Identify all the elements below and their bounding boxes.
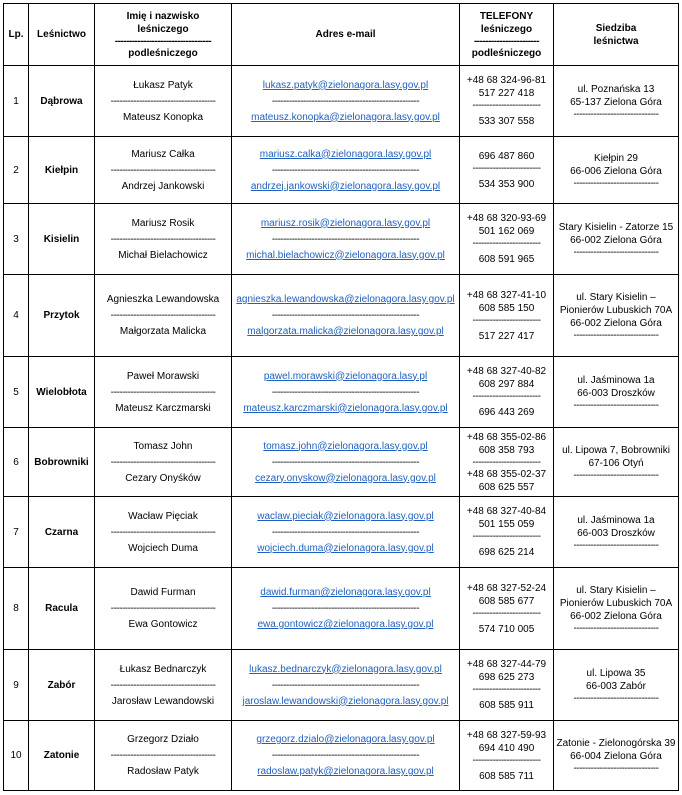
- cell-emails: [232, 428, 460, 497]
- assistant-forester-name: Małgorzata Malicka: [119, 326, 207, 337]
- header-email: Adres e-mail: [232, 4, 460, 66]
- seat-divider: ------------------------------: [573, 622, 659, 634]
- table-row: [4, 204, 679, 275]
- header-phones-divider: -----------------------: [473, 35, 540, 47]
- assistant-email-link[interactable]: jaroslaw.lewandowski@zielonagora.lasy.gov.pl: [242, 695, 449, 707]
- phone-forester-1: +48 68 327-59-93: [466, 729, 547, 741]
- cell-lp: 5: [4, 357, 29, 428]
- phone-assistant-1: 533 307 558: [478, 116, 535, 127]
- header-names-line3: podleśniczego: [128, 47, 198, 59]
- cell-emails: [232, 204, 460, 275]
- assistant-email-link[interactable]: ewa.gontowicz@zielonagora.lasy.gov.pl: [257, 619, 434, 630]
- names-divider: -------------------------------------: [110, 386, 216, 398]
- seat-line-2: 65-137 Zielona Góra: [570, 96, 662, 108]
- phone-divider: ------------------------: [472, 391, 541, 402]
- cell-names: [95, 428, 232, 497]
- seat-divider: ------------------------------: [573, 177, 659, 189]
- table-row: [4, 650, 679, 721]
- table-row: [4, 137, 679, 204]
- seat-line-2: 67-106 Otyń: [588, 457, 644, 469]
- cell-seat: [554, 650, 679, 721]
- cell-lp: 10: [4, 721, 29, 791]
- cell-phones: [460, 275, 554, 357]
- phone-forester-1: +48 68 327-52-24: [466, 582, 547, 594]
- table-row: [4, 721, 679, 791]
- seat-divider: ------------------------------: [573, 692, 659, 704]
- forester-email-link[interactable]: mariusz.rosik@zielonagora.lasy.gov.pl: [260, 217, 431, 229]
- phone-divider: ------------------------: [472, 684, 541, 695]
- cell-lp: 9: [4, 650, 29, 721]
- assistant-forester-name: Michał Bielachowicz: [118, 249, 208, 261]
- seat-line-1: ul. Poznańska 13: [577, 83, 655, 95]
- phone-forester-1: 696 487 860: [478, 150, 535, 162]
- cell-emails: [232, 275, 460, 357]
- cell-emails: [232, 650, 460, 721]
- assistant-forester-name: Radosław Patyk: [127, 766, 199, 777]
- seat-divider: ------------------------------: [573, 329, 659, 341]
- cell-seat: [554, 428, 679, 497]
- phone-divider: ------------------------: [472, 607, 541, 619]
- names-divider: -------------------------------------: [110, 750, 216, 761]
- phone-assistant-1: +48 68 355-02-37: [466, 468, 547, 480]
- phone-assistant-1: 698 625 214: [478, 547, 535, 558]
- names-divider: -------------------------------------: [110, 526, 216, 538]
- emails-divider: ----------------------------------------------------: [271, 603, 420, 614]
- forester-email-link[interactable]: lukasz.patyk@zielonagora.lasy.gov.pl: [262, 79, 429, 91]
- phone-forester-1: +48 68 327-40-84: [466, 506, 547, 517]
- seat-line-2: 66-003 Droszków: [577, 387, 655, 399]
- table-row: [4, 357, 679, 428]
- header-phones-line2: leśniczego: [480, 23, 533, 35]
- table-header-row: [4, 4, 679, 66]
- forester-name: Grzegorz Działo: [127, 734, 199, 745]
- header-seat: [554, 4, 679, 66]
- phone-forester-1: +48 68 327-41-10: [466, 289, 547, 301]
- assistant-email-link[interactable]: wojciech.duma@zielonagora.lasy.gov.pl: [257, 542, 434, 554]
- phone-forester-1: +48 68 355-02-86: [466, 431, 547, 443]
- seat-divider: ------------------------------: [573, 763, 659, 774]
- forester-name: Dawid Furman: [130, 587, 196, 598]
- phone-assistant-1: 696 443 269: [478, 407, 535, 418]
- assistant-forester-name: Ewa Gontowicz: [128, 619, 198, 630]
- header-phones: [460, 4, 554, 66]
- cell-seat: [554, 137, 679, 204]
- phone-assistant-1: 608 585 911: [479, 700, 534, 711]
- forester-name: Łukasz Patyk: [133, 79, 193, 91]
- phone-forester-2: 501 162 069: [478, 226, 535, 237]
- cell-seat: [554, 497, 679, 568]
- seat-divider: ------------------------------: [573, 108, 659, 120]
- header-names-line1: Imię i nazwisko: [126, 10, 200, 22]
- cell-lp: 3: [4, 204, 29, 275]
- table-row: [4, 568, 679, 650]
- phone-divider: ------------------------: [472, 531, 541, 542]
- emails-divider: ----------------------------------------------------: [271, 386, 420, 398]
- seat-line-2: Pionierów Lubuskich 70A: [559, 597, 673, 609]
- forester-name: Mariusz Rosik: [131, 217, 195, 229]
- phone-divider: ------------------------: [472, 238, 541, 249]
- forester-email-link[interactable]: agnieszka.lewandowska@zielonagora.lasy.gov.pl: [236, 294, 455, 305]
- names-divider: -------------------------------------: [110, 164, 216, 176]
- assistant-email-link[interactable]: michal.bielachowicz@zielonagora.lasy.gov.pl: [246, 249, 445, 261]
- cell-lesnictwo: Zatonie: [29, 721, 95, 791]
- seat-line-3: 66-002 Zielona Góra: [570, 317, 662, 329]
- phone-forester-1: +48 68 327-44-79: [466, 659, 547, 670]
- phone-forester-2: 517 227 418: [478, 88, 535, 99]
- forester-name: Paweł Morawski: [126, 370, 200, 382]
- assistant-forester-name: Cezary Onyśków: [125, 472, 201, 484]
- assistant-forester-name: Andrzej Jankowski: [121, 180, 205, 192]
- cell-phones: [460, 357, 554, 428]
- names-divider: -------------------------------------: [110, 603, 216, 614]
- seat-line-1: ul. Stary Kisielin –: [576, 291, 656, 303]
- phone-assistant-2: 608 625 557: [478, 481, 535, 493]
- emails-divider: ----------------------------------------------------: [271, 456, 420, 468]
- phone-forester-1: +48 68 324-96-81: [466, 75, 547, 86]
- phone-divider: ------------------------: [472, 100, 541, 111]
- table-row: [4, 428, 679, 497]
- phone-assistant-1: 574 710 005: [478, 623, 535, 635]
- assistant-email-link[interactable]: cezary.onyskow@zielonagora.lasy.gov.pl: [255, 472, 436, 484]
- phone-assistant-1: 517 227 417: [478, 330, 535, 342]
- cell-lesnictwo: Przytok: [29, 275, 95, 357]
- cell-phones: [460, 137, 554, 204]
- header-names-divider: ----------------------------------: [114, 35, 212, 47]
- cell-emails: [232, 357, 460, 428]
- cell-lp: 8: [4, 568, 29, 650]
- forester-email-link[interactable]: grzegorz.dzialo@zielonagora.lasy.gov.pl: [256, 734, 435, 745]
- seat-line-2: Pionierów Lubuskich 70A: [559, 304, 673, 316]
- phone-forester-2: 608 585 677: [478, 595, 535, 607]
- forester-email-link[interactable]: tomasz.john@zielonagora.lasy.gov.pl: [263, 440, 428, 452]
- assistant-email-link[interactable]: mateusz.konopka@zielonagora.lasy.gov.pl: [251, 111, 440, 123]
- cell-phones: [460, 721, 554, 791]
- phone-divider: ------------------------: [472, 314, 541, 326]
- seat-line-2: 66-006 Zielona Góra: [570, 165, 662, 177]
- table-row: [4, 275, 679, 357]
- forester-name: Agnieszka Lewandowska: [106, 294, 220, 305]
- emails-divider: ----------------------------------------------------: [271, 526, 420, 538]
- cell-lesnictwo: Czarna: [29, 497, 95, 568]
- table-row: [4, 497, 679, 568]
- cell-phones: [460, 568, 554, 650]
- seat-line-2: 66-003 Zabór: [585, 680, 647, 692]
- cell-lp: 7: [4, 497, 29, 568]
- phone-forester-1: +48 68 327-40-82: [466, 366, 547, 377]
- seat-divider: ------------------------------: [573, 469, 659, 481]
- cell-emails: [232, 497, 460, 568]
- cell-lesnictwo: Bobrowniki: [29, 428, 95, 497]
- phone-assistant-1: 534 353 900: [478, 178, 535, 190]
- cell-seat: [554, 721, 679, 791]
- cell-names: [95, 204, 232, 275]
- names-divider: -------------------------------------: [110, 679, 216, 691]
- cell-names: [95, 137, 232, 204]
- cell-lesnictwo: Kisielin: [29, 204, 95, 275]
- emails-divider: ----------------------------------------------------: [271, 233, 420, 245]
- seat-line-1: ul. Stary Kisielin –: [576, 584, 656, 596]
- seat-line-2: 66-004 Zielona Góra: [570, 751, 662, 762]
- forester-name: Łukasz Bednarczyk: [119, 663, 207, 675]
- emails-divider: ----------------------------------------------------: [271, 310, 420, 321]
- assistant-email-link[interactable]: andrzej.jankowski@zielonagora.lasy.gov.pl: [250, 180, 441, 192]
- assistant-email-link[interactable]: malgorzata.malicka@zielonagora.lasy.gov.pl: [247, 326, 444, 337]
- foresters-table: [3, 3, 679, 791]
- seat-line-1: ul. Lipowa 35: [586, 667, 646, 679]
- forester-name: Mariusz Całka: [131, 148, 195, 160]
- cell-seat: [554, 204, 679, 275]
- cell-seat: [554, 275, 679, 357]
- header-seat-line1: Siedziba: [595, 22, 637, 34]
- cell-lp: 6: [4, 428, 29, 497]
- header-phones-line3: podleśniczego: [471, 47, 542, 59]
- table-row: [4, 66, 679, 137]
- cell-lp: 1: [4, 66, 29, 137]
- names-divider: -------------------------------------: [110, 95, 216, 107]
- cell-names: [95, 357, 232, 428]
- emails-divider: ----------------------------------------------------: [271, 750, 420, 761]
- assistant-forester-name: Mateusz Konopka: [122, 111, 204, 123]
- seat-line-1: Kiełpin 29: [594, 152, 638, 164]
- emails-divider: ----------------------------------------------------: [271, 95, 420, 107]
- phone-forester-1: +48 68 320-93-69: [466, 213, 547, 224]
- cell-lesnictwo: Kiełpin: [29, 137, 95, 204]
- assistant-email-link[interactable]: radoslaw.patyk@zielonagora.lasy.gov.pl: [257, 766, 434, 777]
- header-names: [95, 4, 232, 66]
- phone-divider: ------------------------: [472, 456, 541, 468]
- cell-names: [95, 568, 232, 650]
- cell-seat: [554, 66, 679, 137]
- seat-line-2: 66-003 Droszków: [577, 527, 655, 539]
- assistant-forester-name: Jarosław Lewandowski: [111, 695, 215, 707]
- assistant-email-link[interactable]: mateusz.karczmarski@zielonagora.lasy.gov.pl: [243, 402, 448, 414]
- forester-name: Wacław Pięciak: [128, 510, 198, 522]
- seat-line-3: 66-002 Zielona Góra: [570, 610, 662, 622]
- cell-phones: [460, 497, 554, 568]
- cell-names: [95, 275, 232, 357]
- header-lesnictwo: Leśnictwo: [29, 4, 95, 66]
- phone-forester-2: 608 297 884: [478, 379, 535, 390]
- cell-lesnictwo: Wielobłota: [29, 357, 95, 428]
- seat-divider: ------------------------------: [573, 246, 659, 258]
- cell-emails: [232, 721, 460, 791]
- cell-lesnictwo: Dąbrowa: [29, 66, 95, 137]
- cell-lp: 2: [4, 137, 29, 204]
- seat-line-1: Zatonie - Zielonogórska 39: [556, 738, 676, 749]
- forester-email-link[interactable]: mariusz.calka@zielonagora.lasy.gov.pl: [259, 148, 432, 160]
- cell-lesnictwo: Racula: [29, 568, 95, 650]
- emails-divider: ----------------------------------------------------: [271, 164, 420, 176]
- seat-line-1: Stary Kisielin - Zatorze 15: [558, 221, 674, 233]
- header-lp: Lp.: [4, 4, 29, 66]
- cell-lp: 4: [4, 275, 29, 357]
- phone-forester-2: 694 410 490: [478, 742, 535, 754]
- seat-divider: ------------------------------: [573, 539, 659, 551]
- header-seat-line2: leśnictwa: [593, 35, 639, 47]
- names-divider: -------------------------------------: [110, 310, 216, 321]
- cell-phones: [460, 650, 554, 721]
- forester-name: Tomasz John: [133, 440, 193, 452]
- forester-email-link[interactable]: pawel.morawski@zielonagora.lasy.pl: [263, 370, 428, 382]
- emails-divider: ----------------------------------------------------: [271, 679, 420, 691]
- phone-forester-2: 501 155 059: [478, 519, 535, 530]
- cell-seat: [554, 357, 679, 428]
- forester-email-link[interactable]: lukasz.bednarczyk@zielonagora.lasy.gov.pl: [249, 663, 442, 675]
- header-phones-line1: TELEFONY: [479, 10, 534, 22]
- cell-phones: [460, 428, 554, 497]
- phone-divider: ------------------------: [472, 162, 541, 174]
- cell-phones: [460, 204, 554, 275]
- cell-emails: [232, 66, 460, 137]
- seat-divider: ------------------------------: [573, 399, 659, 411]
- seat-line-1: ul. Lipowa 7, Bobrowniki: [562, 444, 670, 456]
- header-names-line2: leśniczego: [137, 23, 189, 35]
- names-divider: -------------------------------------: [110, 456, 216, 468]
- phone-assistant-1: 608 585 711: [479, 770, 534, 782]
- seat-line-2: 66-002 Zielona Góra: [570, 234, 662, 246]
- cell-emails: [232, 137, 460, 204]
- names-divider: -------------------------------------: [110, 233, 216, 245]
- phone-divider: ------------------------: [472, 754, 541, 766]
- forester-email-link[interactable]: waclaw.pieciak@zielonagora.lasy.gov.pl: [257, 510, 434, 522]
- cell-lesnictwo: Zabór: [29, 650, 95, 721]
- cell-names: [95, 66, 232, 137]
- assistant-forester-name: Mateusz Karczmarski: [115, 402, 211, 414]
- cell-phones: [460, 66, 554, 137]
- assistant-forester-name: Wojciech Duma: [128, 542, 198, 554]
- cell-names: [95, 650, 232, 721]
- cell-names: [95, 497, 232, 568]
- cell-seat: [554, 568, 679, 650]
- phone-forester-2: 698 625 273: [478, 672, 535, 683]
- phone-forester-2: 608 585 150: [478, 302, 535, 314]
- phone-forester-2: 608 358 793: [478, 444, 535, 456]
- forester-email-link[interactable]: dawid.furman@zielonagora.lasy.gov.pl: [260, 587, 431, 598]
- seat-line-1: ul. Jaśminowa 1a: [577, 514, 655, 526]
- cell-names: [95, 721, 232, 791]
- seat-line-1: ul. Jaśminowa 1a: [577, 374, 655, 386]
- cell-emails: [232, 568, 460, 650]
- phone-assistant-1: 608 591 965: [478, 254, 535, 265]
